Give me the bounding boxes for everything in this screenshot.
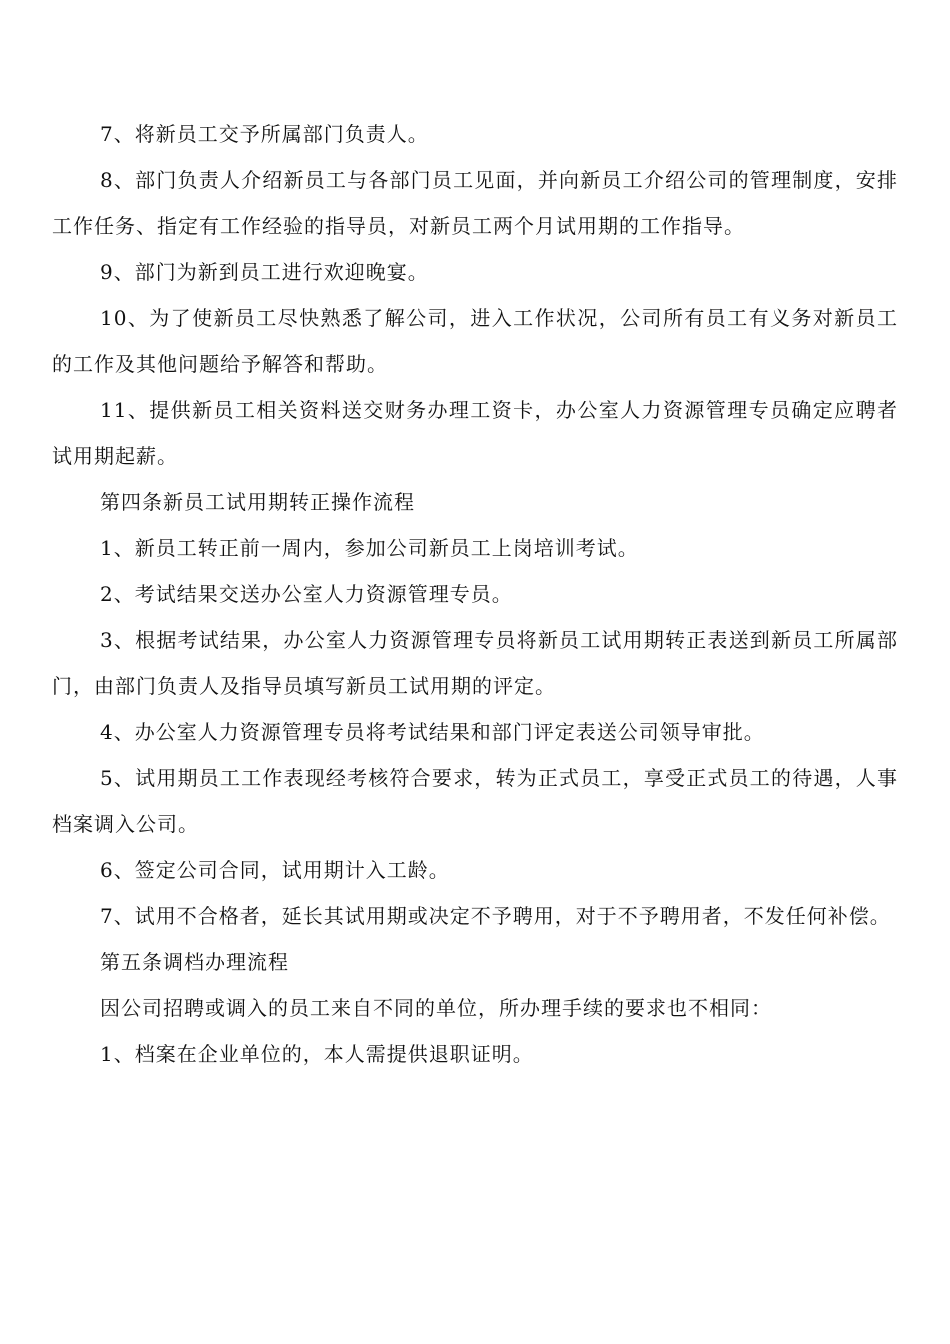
- paragraph-item-8-introduction: 8、部门负责人介绍新员工与各部门员工见面，并向新员工介绍公司的管理制度，安排工作任务、指定有工作经验的指导员，对新员工两个月试用期的工作指导。: [52, 168, 898, 238]
- paragraph-step-4-approval: 4、办公室人力资源管理专员将考试结果和部门评定表送公司领导审批。: [100, 720, 765, 744]
- section-heading-article-4: 第四条新员工试用期转正操作流程: [100, 490, 415, 514]
- paragraph-item-7-handover: 7、将新员工交予所属部门负责人。: [100, 122, 429, 146]
- paragraph-step-3-evaluation: 3、根据考试结果，办公室人力资源管理专员将新员工试用期转正表送到新员工所属部门，由部门负责人及指导员填写新员工试用期的评定。: [52, 628, 898, 698]
- paragraph-transfer-step-1: 1、档案在企业单位的，本人需提供退职证明。: [100, 1042, 534, 1066]
- paragraph-step-6-contract: 6、签定公司合同，试用期计入工龄。: [100, 858, 450, 882]
- paragraph-item-11-salary-card: 11、提供新员工相关资料送交财务办理工资卡，办公室人力资源管理专员确定应聘者试用期起薪。: [52, 398, 898, 468]
- paragraph-step-7-unqualified: 7、试用不合格者，延长其试用期或决定不予聘用，对于不予聘用者，不发任何补偿。: [100, 904, 891, 928]
- section-heading-article-5: 第五条调档办理流程: [100, 950, 289, 974]
- paragraph-item-10-assistance: 10、为了使新员工尽快熟悉了解公司，进入工作状况，公司所有员工有义务对新员工的工作及其他问题给予解答和帮助。: [52, 306, 898, 376]
- paragraph-step-1-exam: 1、新员工转正前一周内，参加公司新员工上岗培训考试。: [100, 536, 639, 560]
- paragraph-step-2-results: 2、考试结果交送办公室人力资源管理专员。: [100, 582, 513, 606]
- paragraph-item-9-welcome-dinner: 9、部门为新到员工进行欢迎晚宴。: [100, 260, 429, 284]
- document-body: [52, 111, 898, 1077]
- paragraph-step-5-formal-employee: 5、试用期员工工作表现经考核符合要求，转为正式员工，享受正式员工的待遇，人事档案调入公司。: [52, 766, 898, 836]
- paragraph-transfer-intro: 因公司招聘或调入的员工来自不同的单位，所办理手续的要求也不相同：: [100, 996, 772, 1020]
